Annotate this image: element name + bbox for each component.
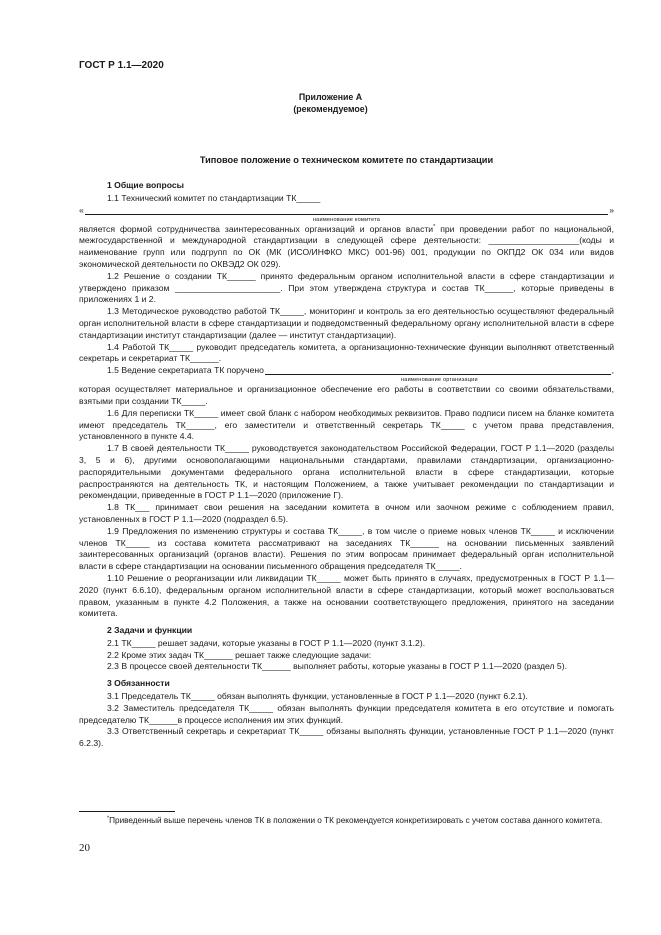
appendix-title: Приложение А: [298, 92, 363, 102]
paragraph-part: является формой сотрудничества заинтересованных организаций и органов власти: [79, 223, 434, 234]
footnote: [79, 815, 614, 826]
field-caption: наименование комитета: [312, 216, 381, 223]
paragraph-part: 1.5 Ведение секретариата ТК поручено: [107, 365, 264, 376]
paragraph: 3.3 Ответственный секретарь и секретариат ТК_____ обязаны выполнять функции, установленные ГОСТ Р 1.1—2020 (пункт 6.2.3).: [79, 726, 614, 749]
paragraph-part: при проведении работ по национальной, межгосударственной и международной стандартизации в следующей сфере деятельности: ___________________(коды и наименование групп или подгрупп по ОК (МК (ИСО/ИНФКО МКС) 001-96) 001, продукции по ОКПД2 ОК 034 или видов экономической деятельности по ОКВЭД2 ОК 029).: [79, 223, 614, 269]
committee-name-line: [79, 205, 614, 217]
field-caption: наименование организации: [401, 377, 478, 384]
paragraph: 1.4 Работой ТК_____ руководит председатель комитета, а организационно-технические функции выполняют ответственный секретарь и секретариат ТК______.: [79, 341, 614, 364]
fill-line: [265, 365, 611, 375]
section-heading: 3 Обязанности: [107, 678, 170, 689]
footnote-mark: *: [107, 815, 110, 822]
quote-close: »: [609, 204, 614, 215]
paragraph: 1.6 Для переписки ТК_____ имеет свой бланк с набором необходимых реквизитов. Право подписи писем на бланке комитета имеют председатель ТК______, его заместители и ответственный секретарь ТК_____ с учетом права представления, установленного в пункте 4.4.: [79, 407, 614, 442]
paragraph: 1.1 Технический комитет по стандартизации ТК_____: [107, 192, 321, 203]
footnote-text: Приведенный выше перечень членов ТК в положении о ТК рекомендуется конкретизировать с учетом состава данного комитета.: [109, 816, 603, 825]
paragraph-part: ,: [611, 365, 614, 376]
secretariat-line: [79, 365, 614, 377]
paragraph: 1.3 Методическое руководство работой ТК_____, мониторинг и контроль за его деятельностью осуществляют федеральный орган исполнительной власти в сфере стандартизации и подведомственный федеральному органу исполнительной власти в сфере стандартизации институт стандартизации (далее — институт стандартизации).: [79, 306, 614, 340]
page-number: 20: [79, 842, 90, 854]
paragraph: 1.2 Решение о создании ТК______ принято федеральным органом исполнительной власти в сфере стандартизации и утверждено приказом ______________________. При этом утверждена структура и состав ТК______, которые приведены в приложениях 1 и 2.: [79, 270, 614, 305]
paragraph: 1.9 Предложения по изменению структуры и состава ТК_____, в том числе о приеме новых членов ТК_____ и исключении членов ТК_____ из состава комитета рассматривают на заседаниях ТК______ на основании письменных заявлений заинтересованных организаций (органов власти). Решения по этим вопросам принимает федеральный орган исполнительной власти в сфере стандартизации на основании письменного обращения председателя ТК_____.: [79, 525, 614, 572]
appendix-subtitle: (рекомендуемое): [293, 104, 368, 114]
footnote-mark: *: [433, 223, 436, 230]
document-body: [79, 177, 614, 750]
paragraph: которая осуществляет материальное и организационное обеспечение его работы в соответствии со своими обязательствами, взятыми при создании ТК_____.: [79, 384, 614, 406]
paragraph: 3.1 Председатель ТК_____ обязан выполнять функции, установленные в ГОСТ Р 1.1—2020 (пункт 6.2.1).: [107, 691, 528, 702]
paragraph: [79, 224, 614, 271]
document-code: ГОСТ Р 1.1—2020: [79, 60, 164, 71]
quote-open: «: [79, 204, 84, 215]
paragraph: 2.1 ТК_____ решает задачи, которые указаны в ГОСТ Р 1.1—2020 (пункт 3.1.2).: [107, 637, 426, 648]
paragraph: 1.8 ТК___ принимает свои решения на заседании комитета в очном или заочном режиме с соблюдением правил, установленных в ГОСТ Р 1.1—2020 (подраздел 6.5).: [79, 502, 614, 524]
section-heading: 2 Задачи и функции: [107, 625, 193, 636]
footnote-divider: [79, 811, 175, 812]
paragraph: 1.10 Решение о реорганизации или ликвидации ТК_____ может быть принято в случаях, предусмотренных в ГОСТ Р 1.1—2020 (пункт 6.6.10), федеральным органом исполнительной власти в сфере стандартизации, который может воспользоваться правом, указанным в пункте 4.2 Положения, а также на основании соответствующего предложения, принятого на заседании комитета.: [79, 572, 614, 619]
paragraph: 2.3 В процессе своей деятельности ТК______ выполняет работы, которые указаны в ГОСТ Р 1.1—2020 (раздел 5).: [107, 661, 567, 672]
paragraph: 1.7 В своей деятельности ТК_____ руководствуется законодательством Российской Федерации, ГОСТ Р 1.1—2020 (разделы 3, 5 и 6), другими основополагающими национальными стандартами, правилами стандартизации, организационно-распорядительными документами федерального органа исполнительной власти в сфере стандартизации, которые распространяются на деятельность ТК, и настоящим Положением, а также учитывает рекомендации по стандартизации и рекомендации, приведенные в ГОСТ Р 1.1—2020 (приложение Г).: [79, 443, 614, 501]
fill-line: [85, 205, 608, 215]
document-title: Типовое положение о техническом комитете по стандартизации: [199, 155, 494, 165]
section-heading: 1 Общие вопросы: [107, 180, 184, 190]
paragraph: 2.2 Кроме этих задач ТК______ решает также следующие задачи:: [107, 649, 372, 660]
paragraph: 3.2 Заместитель председателя ТК_____ обязан выполнять функции председателя комитета в его отсутствие и помогать председателю ТК______в процессе исполнения им этих функций.: [79, 702, 614, 725]
